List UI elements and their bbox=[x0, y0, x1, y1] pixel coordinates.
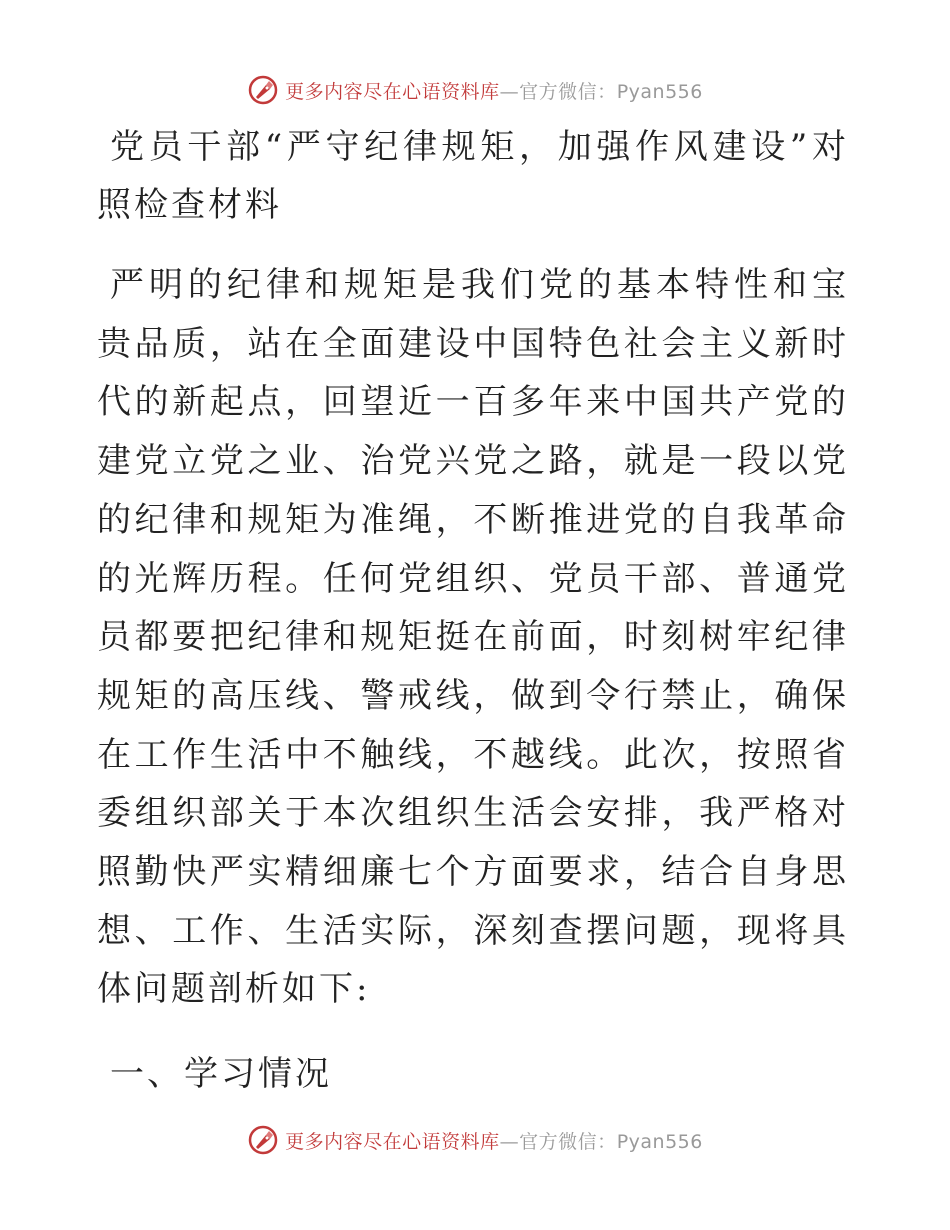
watermark-separator: — bbox=[499, 80, 520, 103]
pen-nib-logo-icon bbox=[247, 74, 279, 106]
document-body bbox=[97, 118, 849, 1103]
watermark-text bbox=[285, 1127, 703, 1154]
footer-watermark bbox=[0, 1120, 950, 1160]
watermark-main-text: 更多内容尽在心语资料库 bbox=[285, 1130, 500, 1153]
watermark-separator: — bbox=[499, 1130, 520, 1153]
watermark-wechat-label: 官方微信： bbox=[519, 1130, 617, 1153]
watermark-wechat-id: Pyan556 bbox=[616, 1130, 703, 1153]
header-watermark bbox=[0, 70, 950, 110]
watermark-wechat-label: 官方微信： bbox=[519, 80, 617, 103]
pen-nib-logo-icon bbox=[247, 1124, 279, 1156]
watermark-main-text: 更多内容尽在心语资料库 bbox=[285, 80, 500, 103]
section-heading-study: 一、学习情况 bbox=[110, 1054, 332, 1095]
intro-paragraph: 严明的纪律和规矩是我们党的基本特性和宝贵品质，站在全面建设中国特色社会主义新时代的新起点，回望近一百多年来中国共产党的建党立党之业、治党兴党之路，就是一段以党的纪律和规矩为准绳，不断推进党的自我革命的光辉历程。任何党组织、党员干部、普通党员都要把纪律和规矩挺在前面，时刻树牢纪律规矩的高压线、警戒线，做到令行禁止，确保在工作生活中不触线，不越线。此次，按照省委组织部关于本次组织生活会安排，我严格对照勤快严实精细廉七个方面要求，结合自身思想、工作、生活实际，深刻查摆问题，现将具体问题剖析如下: bbox=[97, 265, 849, 1010]
watermark-text bbox=[285, 77, 703, 104]
document-title: 党员干部“严守纪律规矩，加强作风建设”对照检查材料 bbox=[97, 127, 849, 225]
watermark-wechat-id: Pyan556 bbox=[616, 80, 703, 103]
